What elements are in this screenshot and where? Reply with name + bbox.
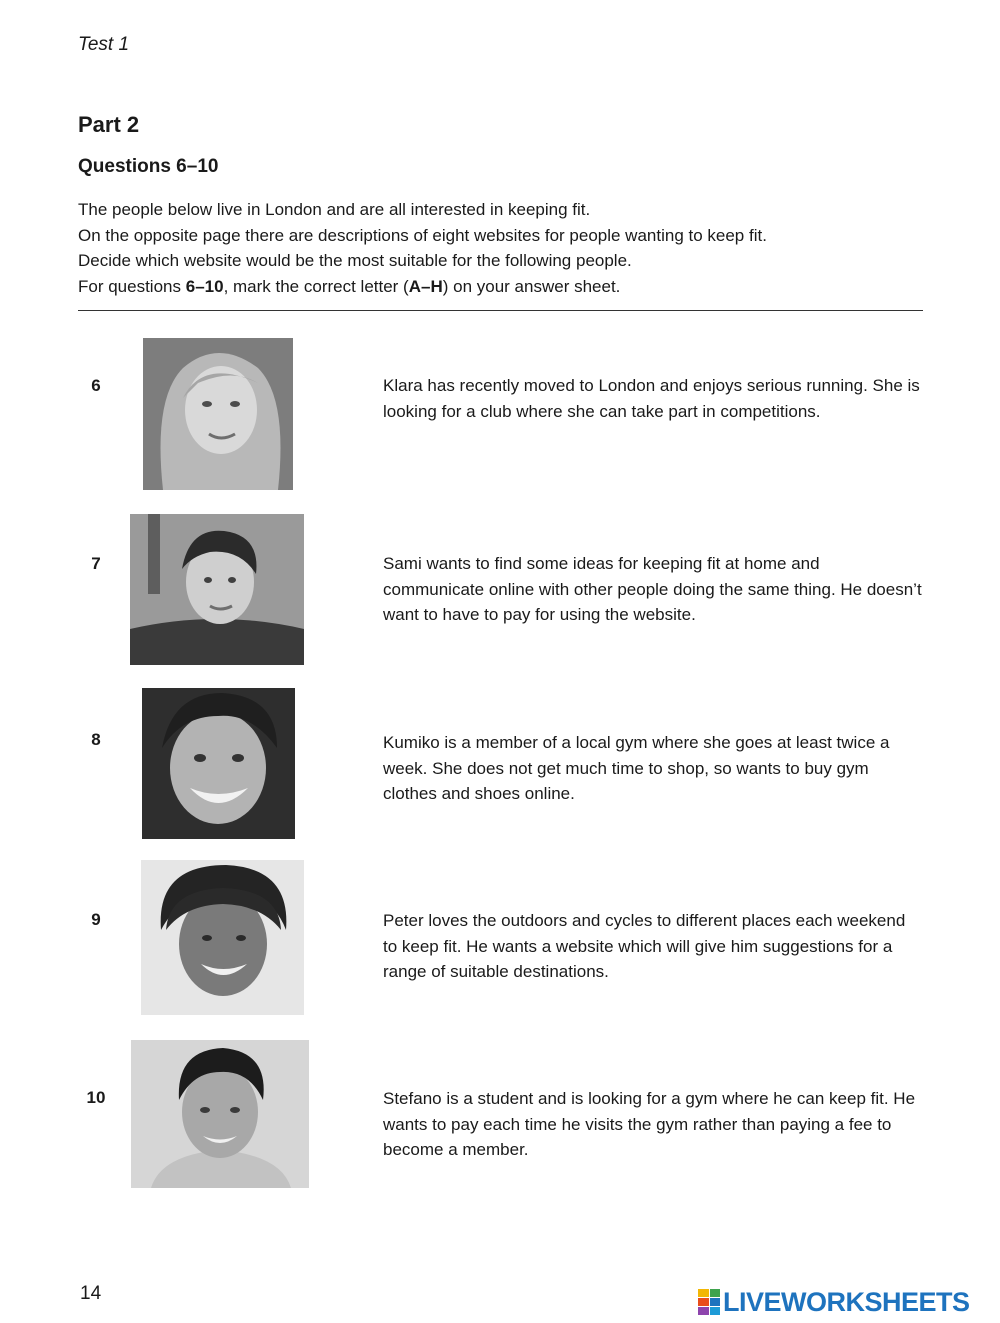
- instruction-letter-range: A–H: [408, 276, 443, 296]
- divider-rule: [78, 310, 923, 311]
- person-row-6: [0, 338, 1000, 490]
- question-number: 9: [91, 910, 101, 929]
- person-description: Klara has recently moved to London and enjoys serious running. She is looking for a club where she can take part in competitions.: [383, 376, 920, 421]
- person-row-9: [0, 860, 1000, 1015]
- instruction-question-range: 6–10: [185, 276, 224, 296]
- person-photo: [143, 338, 293, 490]
- person-row-10: [0, 1040, 1000, 1188]
- watermark: [698, 1286, 970, 1318]
- watermark-text: LIVEWORKSHEETS: [723, 1286, 970, 1317]
- question-number: 6: [91, 376, 101, 395]
- person-photo: [131, 1040, 309, 1188]
- instruction-line-4: [78, 274, 938, 300]
- questions-title: Questions 6–10: [78, 156, 219, 177]
- instruction-line-4-prefix: For questions: [78, 276, 186, 296]
- question-number: 10: [86, 1088, 106, 1107]
- part-title: Part 2: [78, 112, 140, 137]
- instruction-line-3: Decide which website would be the most suitable for the following people.: [78, 251, 632, 270]
- person-photo: [141, 860, 304, 1015]
- instruction-line-2: On the opposite page there are descriptions of eight websites for people wanting to keep fit.: [78, 225, 767, 245]
- instruction-line-4-middle: , mark the correct letter (: [223, 276, 409, 296]
- person-photo: [130, 514, 304, 665]
- instruction-line-1: The people below live in London and are all interested in keeping fit.: [78, 200, 591, 219]
- person-description: Sami wants to find some ideas for keeping fit at home and communicate online with other people doing the same thing. He doesn’t want to have to pay for using the website.: [383, 554, 922, 624]
- person-description: Peter loves the outdoors and cycles to different places each weekend to keep fit. He wants a website which will give him suggestions for a range of suitable destinations.: [383, 911, 906, 981]
- person-photo: [142, 688, 295, 839]
- page-number: 14: [80, 1283, 102, 1304]
- person-row-8: [0, 688, 1000, 839]
- instructions: [78, 197, 938, 299]
- person-description: Kumiko is a member of a local gym where she goes at least twice a week. She does not get much time to shop, so wants to buy gym clothes and shoes online.: [383, 733, 890, 803]
- question-number: 8: [91, 730, 101, 749]
- person-row-7: [0, 514, 1000, 665]
- liveworksheets-logo-icon: [698, 1289, 720, 1315]
- question-number: 7: [91, 554, 101, 573]
- header-label: Test 1: [78, 34, 130, 55]
- person-description: Stefano is a student and is looking for a gym where he can keep fit. He wants to pay each time he visits the gym rather than paying a fee to become a member.: [383, 1089, 916, 1159]
- instruction-line-4-suffix: ) on your answer sheet.: [442, 276, 621, 296]
